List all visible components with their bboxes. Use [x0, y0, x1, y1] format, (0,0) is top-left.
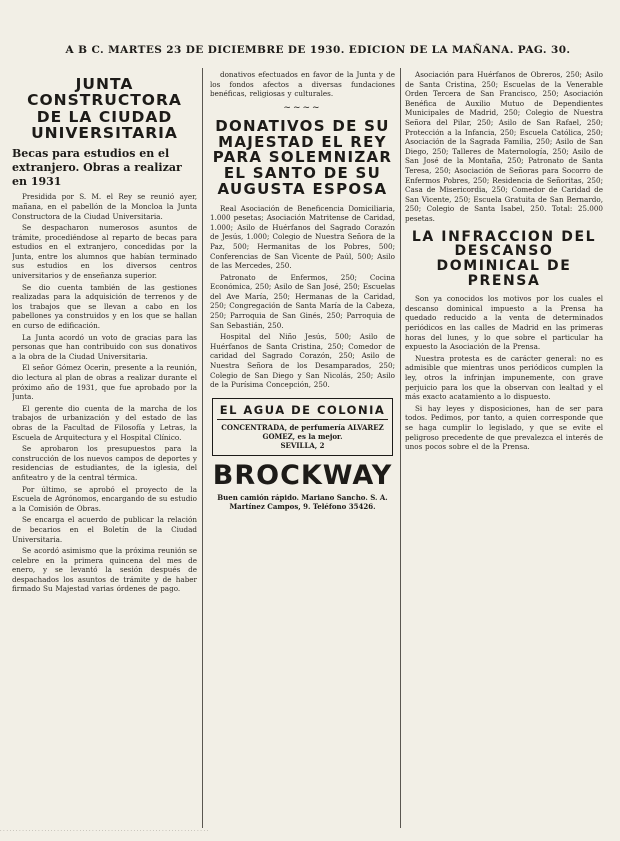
column-1: [12, 70, 197, 825]
ad-text: CONCENTRADA, de perfumería ALVAREZ GOMEZ, es la mejor.: [221, 422, 384, 441]
article-headline: JUNTA CONSTRUCTORA DE LA CIUDAD UNIVERSITARIA: [27, 75, 182, 142]
article-paragraph: La Junta acordó un voto de gracias para las personas que han contribuido con sus donativos a la obra de la Ciudad Universitaria.: [12, 332, 197, 361]
article-paragraph: Si hay leyes y disposiciones, han de ser para todos. Pedimos, por tanto, a quien corresponde que se haga cumplir lo legislado, y que se evite el peligroso precedente de que prevalezca el interés de unos pocos sobre el de la Prensa.: [405, 403, 603, 452]
article-paragraph: Por último, se aprobó el proyecto de la Escuela de Agrónomos, encargando de su estudio a la Comisión de Obras.: [12, 484, 197, 513]
article-paragraph: Se encarga el acuerdo de publicar la relación de becarios en el Boletín de la Ciudad Universitaria.: [12, 515, 197, 544]
article-paragraph: Se despacharon numerosos asuntos de trámite, procediéndose al reparto de becas para estudios en el extranjero, concedidas por la Junta, entre los alumnos que habían terminado sus estudios en los diversos centros universitarios y de enseñanza superior.: [12, 223, 197, 281]
article-headline: LA INFRACCION DEL DESCANSO DOMINICAL DE PRENSA: [411, 228, 597, 289]
advertisement-colonia: [212, 398, 393, 456]
page-header: A B C. MARTES 23 DE DICIEMBRE DE 1930. EDICION DE LA MAÑANA. PAG. 30.: [65, 44, 571, 56]
article-paragraph: donativos efectuados en favor de la Junta y de los fondos afectos a diversas fundaciones benéficas, religiosas y culturales.: [210, 70, 395, 99]
brockway-footer: Buen camión rápido. Mariano Sancho. S. A. Martínez Campos, 9. Teléfono 35426.: [217, 492, 388, 511]
article-paragraph: El gerente dio cuenta de la marcha de los trabajos de urbanización y del estado de las obras de la Facultad de Filosofía y Letras, la Escuela de Arquitectura y el Hospital Clínico.: [12, 403, 197, 442]
column-3: [405, 70, 603, 825]
column-rule: [202, 68, 203, 828]
column-rule: [400, 68, 401, 828]
article-paragraph: El señor Gómez Ocerin, presente a la reunión, dio lectura al plan de obras a realizar durante el próximo año de 1931, que fue aprobado por la Junta.: [12, 363, 197, 402]
article-paragraph: Se acordó asimismo que la próxima reunión se celebre en la primera quincena del mes de enero, y se levantó la sesión después de despachados los asuntos de trámite y de haber firmado Su Majestad varias órdenes de pago.: [12, 546, 197, 594]
article-paragraph: Hospital del Niño Jesús, 500; Asilo de Huérfanos de Santa Cristina, 250; Comedor de caridad del Sagrado Corazón, 250; Asilo de Nuestra Señora de los Desamparados, 250; Colegio de San Diego y San Nicolás, 250; Asilo de la Purísima Concepción, 250.: [210, 332, 395, 390]
column-2: [210, 70, 395, 825]
article-paragraph: Nuestra protesta es de carácter general: no es admisible que mientras unos periódicos cumplen la ley, otros la infrinjan impunemente, con grave perjuicio para los que la observan con lealtad y el más exacto acatamiento a lo dispuesto.: [405, 353, 603, 402]
article-paragraph: Se dio cuenta también de las gestiones realizadas para la adquisición de terrenos y de los trabajos que se llevan a cabo en los pabellones ya construidos y en los que se hallan en curso de edificación.: [12, 282, 197, 331]
article-paragraph: Se aprobaron los presupuestos para la construcción de los nuevos campos de deportes y residencias de estudiantes, de la iglesia, del anfiteatro y de la central térmica.: [12, 444, 197, 482]
article-headline: DONATIVOS DE SU MAJESTAD EL REY PARA SOLEMNIZAR EL SANTO DE SU AUGUSTA ESPOSA: [212, 116, 393, 198]
ad-address: SEVILLA, 2: [280, 440, 325, 450]
article-paragraph: Son ya conocidos los motivos por los cuales el descanso dominical impuesto a la Prensa ha quedado reducido a la venta de determinados periódicos en las calles de Madrid en las primeras horas del lunes, y lo que sobre el particular ha expuesto la Asociación de la Prensa.: [405, 294, 603, 352]
article-paragraph: Asociación para Huérfanos de Obreros, 250; Asilo de Santa Cristina, 250; Escuelas de la Venerable Orden Tercera de San Francisco, 250; Asociación Benéfica de Auxilio Mutuo de Dependientes Municipales de Madrid, 250; Colegio de Nuestra Señora del Pilar, 250; Asilo de San Rafael, 250; Protección a la Infancia, 250; Escuela Católica, 250; Asociación de la Sagrada Familia, 250; Asilo de San Diego, 250; Talleres de Maternología, 250; Asilo de San José de la Montaña, 250; Patronato de Santa Teresa, 250; Asociación de Señoras para Socorro de Enfermos Pobres, 250; Residencia de Señoritas, 250; Casa de Misericordia, 250; Comedor de Caridad de San Vicente, 250; Escuela Gratuita de San Bernardo, 250; Colegio de Santa Isabel, 250. Total: 25.000 pesetas.: [405, 70, 603, 223]
brockway-brand: BROCKWAY: [212, 459, 393, 491]
ad-title: EL AGUA DE COLONIA: [217, 403, 388, 420]
section-separator: ~~~~: [283, 102, 322, 113]
article-subheadline: Becas para estudios en el extranjero. Obras a realizar en 1931: [12, 147, 182, 188]
article-paragraph: Presidida por S. M. el Rey se reunió ayer, mañana, en el pabellón de la Moncloa la Junta Constructora de la Ciudad Universitaria.: [12, 192, 197, 221]
article-paragraph: Real Asociación de Beneficencia Domiciliaria, 1.000 pesetas; Asociación Matritense de Caridad, 1.000; Asilo de Huérfanos del Sagrado Corazón de Jesús, 1.000; Colegio de Nuestra Señora de la Paz, 500; Hermanitas de los Pobres, 500; Conferencias de San Vicente de Paúl, 500; Asilo de las Mercedes, 250.: [210, 203, 395, 271]
article-paragraph: Patronato de Enfermos, 250; Cocina Económica, 250; Asilo de San José, 250; Escuelas del Ave María, 250; Hermanas de la Caridad, 250; Congregación de Santa María de la Cabeza, 250; Parroquia de San Ginés, 250; Parroquia de San Sebastián, 250.: [210, 272, 395, 330]
bottom-strip: · · · · · · · · · · · · · · · · · · · · · · · · · · · · · · · · · · · · · · · · · · · · · · · · · · · · · · · · · · · · · · · · · ·: [0, 828, 209, 834]
